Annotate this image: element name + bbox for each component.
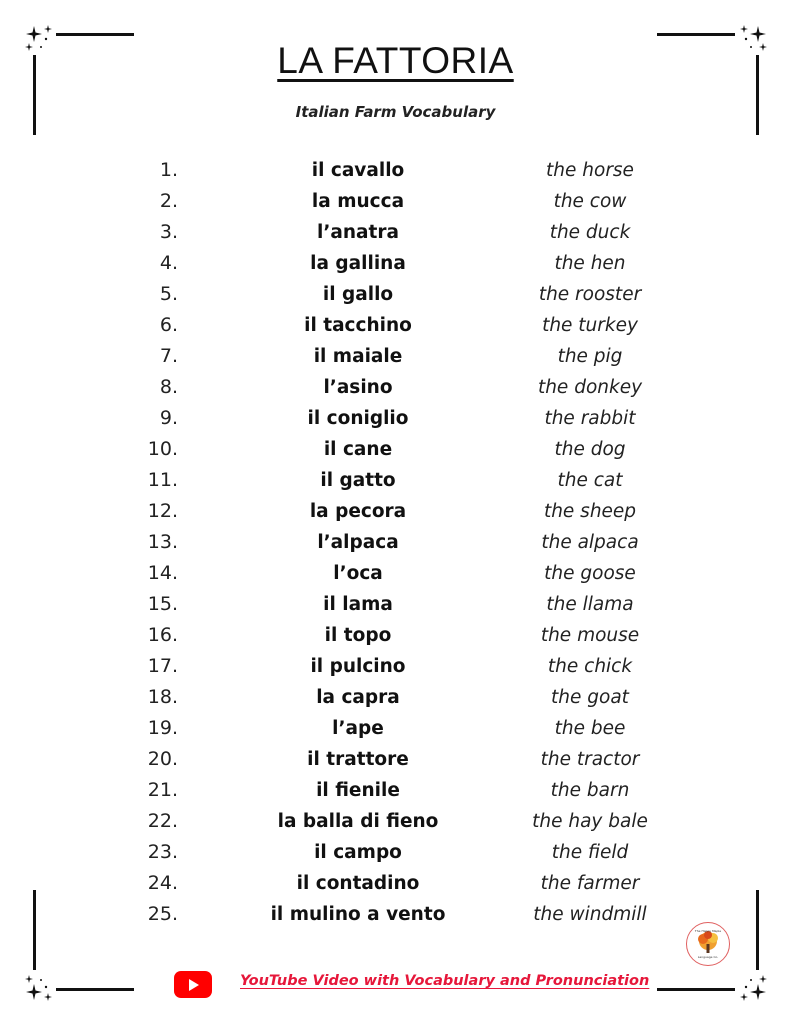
page-title-text: LA FATTORIA [277, 40, 514, 81]
english-translation: the llama [546, 594, 634, 615]
english-translation: the farmer [540, 873, 640, 894]
english-translation: the dog [554, 439, 626, 460]
page-title [0, 40, 791, 82]
english-translation: the goose [544, 563, 636, 584]
vocab-number: 4. [159, 252, 178, 274]
vocab-row [0, 651, 791, 682]
english-translation: the sheep [543, 501, 637, 522]
english-translation: the cat [557, 470, 623, 491]
vocab-number: 1. [159, 159, 178, 181]
vocab-number: 22. [147, 810, 178, 832]
vocab-row [0, 217, 791, 248]
italian-term: l’ape [332, 718, 384, 739]
english-translation: the mouse [540, 625, 640, 646]
vocab-number: 17. [147, 655, 178, 677]
vocab-number: 18. [147, 686, 178, 708]
english-translation: the pig [557, 346, 623, 367]
italian-term: il pulcino [310, 656, 406, 677]
italian-term: il mulino a vento [270, 904, 446, 925]
italian-term: il fienile [316, 780, 400, 801]
vocab-row [0, 155, 791, 186]
vocab-number: 24. [147, 872, 178, 894]
english-translation: the goat [551, 687, 629, 708]
vocab-row [0, 899, 791, 930]
vocab-row [0, 868, 791, 899]
vocab-row [0, 372, 791, 403]
frame-top-left-horizontal [56, 33, 134, 36]
english-translation: the windmill [533, 904, 647, 925]
english-translation: the field [551, 842, 629, 863]
vocab-number: 11. [147, 469, 178, 491]
italian-term: il campo [314, 842, 402, 863]
vocab-row [0, 806, 791, 837]
vocab-row [0, 310, 791, 341]
vocab-row [0, 465, 791, 496]
vocab-row [0, 403, 791, 434]
happy-maple-tree-logo-icon [686, 922, 730, 966]
italian-term: l’anatra [317, 222, 399, 243]
italian-term: il cane [323, 439, 393, 460]
italian-term: l’oca [333, 563, 383, 584]
italian-term: l’alpaca [317, 532, 399, 553]
italian-term: il cavallo [311, 160, 405, 181]
vocab-row [0, 713, 791, 744]
italian-term: la gallina [310, 253, 406, 274]
vocab-row [0, 682, 791, 713]
youtube-video-link[interactable]: YouTube Video with Vocabulary and Pronunciation [240, 973, 650, 989]
vocab-number: 3. [159, 221, 178, 243]
italian-term: la pecora [309, 501, 407, 522]
vocab-number: 14. [147, 562, 178, 584]
vocab-row [0, 496, 791, 527]
vocab-row [0, 527, 791, 558]
vocabulary-list [0, 155, 791, 930]
italian-term: il maiale [313, 346, 403, 367]
italian-term: la balla di fieno [277, 811, 439, 832]
english-translation: the hen [554, 253, 626, 274]
italian-term: il coniglio [307, 408, 409, 429]
vocab-row [0, 620, 791, 651]
vocab-number: 8. [159, 376, 178, 398]
svg-text:The Happy Maple: The Happy Maple [694, 929, 722, 933]
page-subtitle: Italian Farm Vocabulary [295, 103, 496, 121]
vocab-number: 20. [147, 748, 178, 770]
italian-term: il contadino [296, 873, 420, 894]
svg-text:Language Co.: Language Co. [697, 955, 719, 959]
italian-term: il gatto [320, 470, 396, 491]
vocab-number: 15. [147, 593, 178, 615]
italian-term: il gallo [322, 284, 394, 305]
vocab-row [0, 186, 791, 217]
english-translation: the cow [553, 191, 627, 212]
tree-icon [689, 925, 727, 963]
vocab-row [0, 558, 791, 589]
english-translation: the rabbit [544, 408, 636, 429]
vocab-number: 16. [147, 624, 178, 646]
vocab-number: 5. [159, 283, 178, 305]
play-triangle-icon [189, 979, 199, 991]
english-translation: the donkey [537, 377, 643, 398]
vocab-number: 2. [159, 190, 178, 212]
vocab-row [0, 775, 791, 806]
english-translation: the alpaca [541, 532, 639, 553]
italian-term: il trattore [307, 749, 409, 770]
vocab-number: 25. [147, 903, 178, 925]
english-translation: the hay bale [532, 811, 648, 832]
italian-term: l’asino [323, 377, 393, 398]
english-translation: the barn [550, 780, 630, 801]
frame-top-right-horizontal [657, 33, 735, 36]
english-translation: the chick [547, 656, 633, 677]
italian-term: la mucca [311, 191, 405, 212]
english-translation: the tractor [540, 749, 640, 770]
english-translation: the bee [554, 718, 626, 739]
vocab-row [0, 589, 791, 620]
vocab-row [0, 837, 791, 868]
vocab-number: 23. [147, 841, 178, 863]
vocab-row [0, 434, 791, 465]
vocab-number: 6. [159, 314, 178, 336]
vocab-number: 9. [159, 407, 178, 429]
vocab-row [0, 744, 791, 775]
italian-term: il tacchino [304, 315, 412, 336]
vocab-row [0, 341, 791, 372]
italian-term: il lama [323, 594, 393, 615]
vocab-row [0, 248, 791, 279]
italian-term: il topo [324, 625, 392, 646]
italian-term: la capra [316, 687, 400, 708]
vocab-number: 7. [159, 345, 178, 367]
youtube-play-icon[interactable] [174, 971, 212, 998]
english-translation: the turkey [542, 315, 638, 336]
vocab-number: 21. [147, 779, 178, 801]
english-translation: the duck [549, 222, 631, 243]
footer [0, 968, 791, 1000]
english-translation: the horse [546, 160, 634, 181]
english-translation: the rooster [538, 284, 642, 305]
vocab-number: 13. [147, 531, 178, 553]
vocab-number: 19. [147, 717, 178, 739]
vocab-number: 12. [147, 500, 178, 522]
vocab-row [0, 279, 791, 310]
vocab-number: 10. [147, 438, 178, 460]
